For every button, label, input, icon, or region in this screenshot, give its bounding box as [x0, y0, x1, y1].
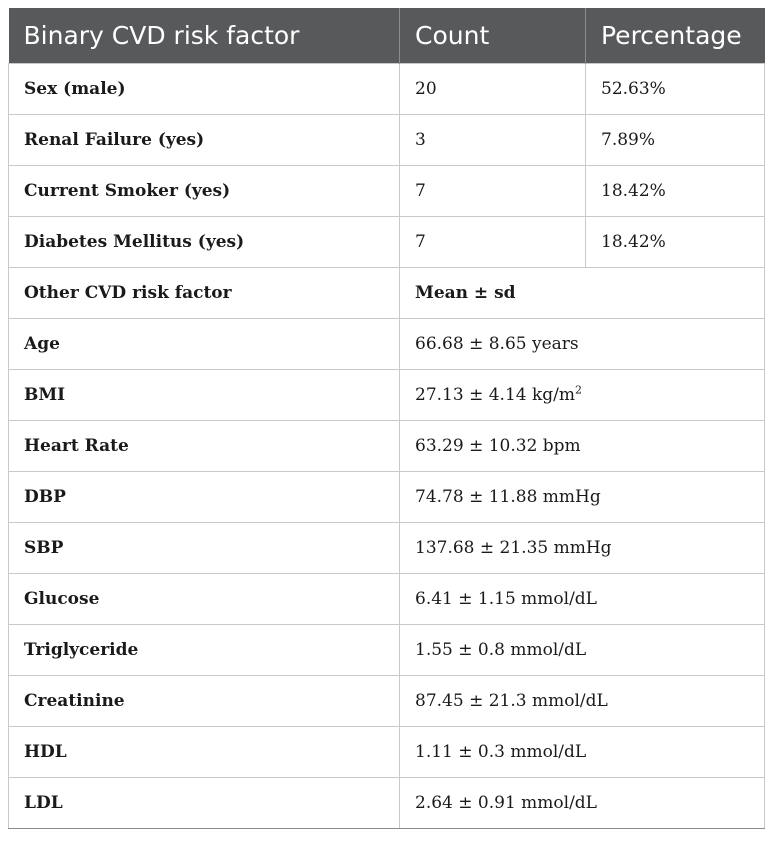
percentage-cell: 18.42% [586, 217, 765, 268]
value-cell: 2.64 ± 0.91 mmol/dL [400, 778, 765, 829]
count-cell: 20 [400, 64, 586, 115]
table-row [9, 625, 765, 676]
value-cell: 66.68 ± 8.65 years [400, 319, 765, 370]
table-row [9, 370, 765, 421]
value-cell: 87.45 ± 21.3 mmol/dL [400, 676, 765, 727]
table-row [9, 472, 765, 523]
table-row [9, 115, 765, 166]
factor-cell: Heart Rate [9, 421, 400, 472]
factor-cell: Sex (male) [9, 64, 400, 115]
header-count: Count [400, 8, 586, 64]
factor-cell: Diabetes Mellitus (yes) [9, 217, 400, 268]
header-row [9, 8, 765, 64]
table-row [9, 676, 765, 727]
value-cell: 6.41 ± 1.15 mmol/dL [400, 574, 765, 625]
table-row [9, 64, 765, 115]
table-row [9, 217, 765, 268]
subheader-row [9, 268, 765, 319]
value-cell: 1.11 ± 0.3 mmol/dL [400, 727, 765, 778]
factor-cell: Age [9, 319, 400, 370]
table-row [9, 319, 765, 370]
value-cell: 137.68 ± 21.35 mmHg [400, 523, 765, 574]
table-row [9, 523, 765, 574]
factor-cell: LDL [9, 778, 400, 829]
value-text: 27.13 ± 4.14 kg/m [415, 385, 576, 405]
value-cell: 74.78 ± 11.88 mmHg [400, 472, 765, 523]
superscript: 2 [575, 383, 583, 397]
factor-cell: Current Smoker (yes) [9, 166, 400, 217]
factor-cell: Renal Failure (yes) [9, 115, 400, 166]
count-cell: 7 [400, 166, 586, 217]
table-row [9, 727, 765, 778]
subheader-other-factor: Other CVD risk factor [9, 268, 400, 319]
factor-cell: SBP [9, 523, 400, 574]
cvd-risk-factor-table [8, 8, 765, 829]
percentage-cell: 7.89% [586, 115, 765, 166]
factor-cell: BMI [9, 370, 400, 421]
table-row [9, 574, 765, 625]
header-binary-factor: Binary CVD risk factor [9, 8, 400, 64]
value-cell: 63.29 ± 10.32 bpm [400, 421, 765, 472]
percentage-cell: 52.63% [586, 64, 765, 115]
subheader-mean-sd: Mean ± sd [400, 268, 765, 319]
value-cell [400, 370, 765, 421]
factor-cell: DBP [9, 472, 400, 523]
count-cell: 7 [400, 217, 586, 268]
factor-cell: Creatinine [9, 676, 400, 727]
table-row [9, 778, 765, 829]
table-row [9, 421, 765, 472]
value-cell: 1.55 ± 0.8 mmol/dL [400, 625, 765, 676]
percentage-cell: 18.42% [586, 166, 765, 217]
table-row [9, 166, 765, 217]
count-cell: 3 [400, 115, 586, 166]
factor-cell: HDL [9, 727, 400, 778]
factor-cell: Glucose [9, 574, 400, 625]
header-percentage: Percentage [586, 8, 765, 64]
factor-cell: Triglyceride [9, 625, 400, 676]
